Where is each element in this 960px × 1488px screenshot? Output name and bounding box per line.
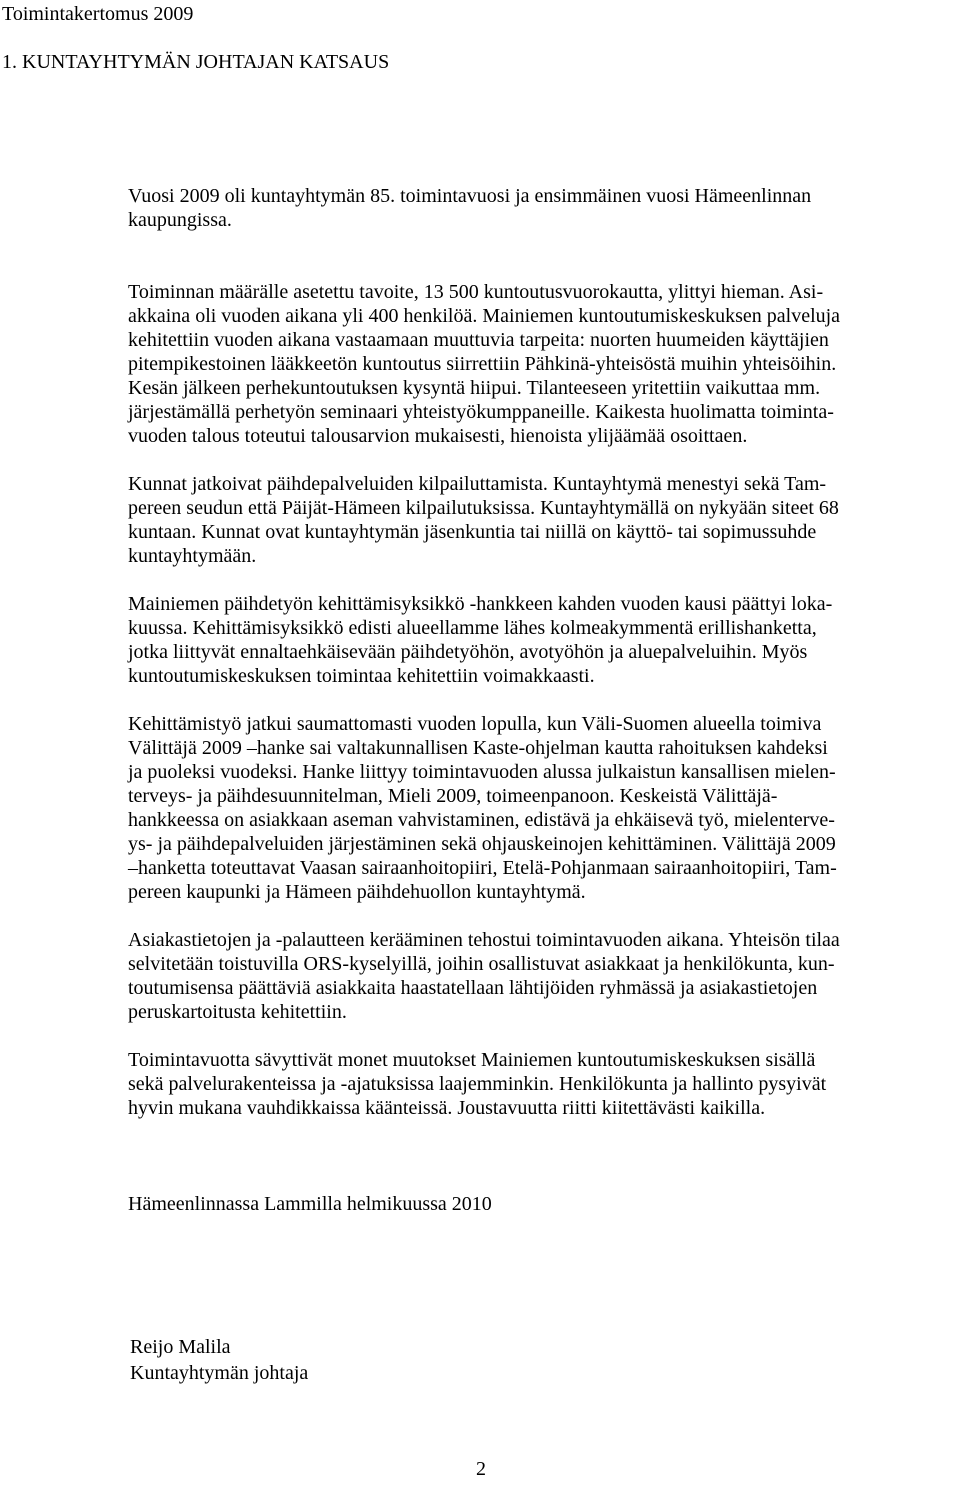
text-line: ja puoleksi vuodeksi. Hanke liittyy toimintavuoden alussa julkaistun kansallisen mielen- (128, 761, 836, 783)
text-line: vuoden talous toteutui talousarvion mukaisesti, hienoista ylijäämää osoittaen. (128, 425, 748, 447)
text-line: Kehittämistyö jatkui saumattomasti vuoden lopulla, kun Väli-Suomen alueella toimiva (128, 713, 822, 735)
paragraph-6 (128, 928, 956, 1024)
text-line: Kesän jälkeen perhekuntoutuksen kysyntä hiipui. Tilanteeseen yritettiin vaikuttaa mm. (128, 377, 821, 399)
signer-name: Reijo Malila (130, 1336, 231, 1358)
text-line: järjestämällä perhetyön seminaari yhteistyökumppaneille. Kaikesta huolimatta toiminta- (128, 401, 834, 423)
text-line: Välittäjä 2009 –hanke sai valtakunnallisen Kaste-ohjelman kautta rahoituksen kahdeksi (128, 737, 828, 759)
text-line: toutumisensa päättäviä asiakkaita haastatellaan lähtijöiden ryhmässä ja asiakastietojen (128, 977, 818, 999)
paragraph-1 (128, 184, 956, 232)
text-line: terveys- ja päihdesuunnitelman, Mieli 2009, toimeenpanoon. Keskeistä Välittäjä- (128, 785, 778, 807)
text-line: Toimintavuotta sävyttivät monet muutokset Mainiemen kuntoutumiskeskuksen sisällä (128, 1049, 816, 1071)
text-line: Mainiemen päihdetyön kehittämisyksikkö -hankkeen kahden vuoden kausi päättyi loka- (128, 593, 833, 615)
text-line: kuussa. Kehittämisyksikkö edisti alueellamme lähes kolmeakymmentä erillishanketta, (128, 617, 817, 639)
page-number: 2 (476, 1458, 486, 1480)
paragraph-4 (128, 592, 956, 688)
text-line: peruskartoitusta kehitettiin. (128, 1001, 347, 1023)
text-line: Toiminnan määrälle asetettu tavoite, 13 500 kuntoutusvuorokautta, ylittyi hieman. Asi- (128, 281, 824, 303)
text-line: akkaina oli vuoden aikana yli 400 henkilöä. Mainiemen kuntoutumiskeskuksen palveluja (128, 305, 841, 327)
text-line: Hämeenlinnassa Lammilla helmikuussa 2010 (128, 1193, 492, 1215)
text-line: Kunnat jatkoivat päihdepalveluiden kilpailuttamista. Kuntayhtymä menestyi sekä Tam- (128, 473, 827, 495)
running-header: Toimintakertomus 2009 (2, 3, 194, 25)
text-line: jotka liittyvät ennaltaehkäisevään päihdetyöhön, avotyöhön ja aluepalveluihin. Myös (128, 641, 808, 663)
signature-block (130, 1334, 308, 1386)
text-line: kehitettiin vuoden aikana vastaamaan muuttuvia tarpeita: nuorten huumeiden käyttäjien (128, 329, 829, 351)
text-line: pitempikestoinen lääkkeetön kuntoutus siirrettiin Pähkinä-yhteisöstä muihin yhteisöihin. (128, 353, 837, 375)
text-line: sekä palvelurakenteissa ja -ajatuksissa laajemminkin. Henkilökunta ja hallinto pysyivät (128, 1073, 827, 1095)
text-line: kuntoutumiskeskuksen toimintaa kehitettiin voimakkaasti. (128, 665, 595, 687)
text-line: pereen seudun että Päijät-Hämeen kilpailutuksissa. Kuntayhtymällä on nykyään siteet 68 (128, 497, 839, 519)
paragraph-3 (128, 472, 956, 568)
text-line: selvitetään toistuvilla ORS-kyselyillä, joihin osallistuvat asiakkaat ja henkilökunta, kun- (128, 953, 835, 975)
signer-role: Kuntayhtymän johtaja (130, 1362, 309, 1384)
text-line: Vuosi 2009 oli kuntayhtymän 85. toimintavuosi ja ensimmäinen vuosi Hämeenlinnan (128, 185, 812, 207)
paragraph-2 (128, 280, 956, 448)
text-line: –hanketta toteuttavat Vaasan sairaanhoitopiiri, Etelä-Pohjanmaan sairaanhoitopiiri, Tam- (128, 857, 837, 879)
text-line: kuntayhtymään. (128, 545, 257, 567)
paragraph-5 (128, 712, 956, 904)
text-line: pereen kaupunki ja Hämeen päihdehuollon kuntayhtymä. (128, 881, 586, 903)
text-line: kaupungissa. (128, 209, 232, 231)
section-title: 1. KUNTAYHTYMÄN JOHTAJAN KATSAUS (2, 51, 390, 73)
body-text (128, 184, 956, 1216)
text-line: Asiakastietojen ja -palautteen kerääminen tehostui toimintavuoden aikana. Yhteisön tilaa (128, 929, 840, 951)
text-line: kuntaan. Kunnat ovat kuntayhtymän jäsenkuntia tai niillä on käyttö- tai sopimussuhde (128, 521, 817, 543)
text-line: hankkeessa on asiakkaan aseman vahvistaminen, edistävä ja ehkäisevä työ, mielenterve- (128, 809, 835, 831)
text-line: ys- ja päihdepalveluiden järjestäminen sekä ohjauskeinojen kehittäminen. Välittäjä 2009 (128, 833, 836, 855)
closing-place-date (128, 1192, 956, 1216)
paragraph-7 (128, 1048, 956, 1120)
text-line: hyvin mukana vauhdikkaissa käänteissä. Joustavuutta riitti kiitettävästi kaikilla. (128, 1097, 766, 1119)
